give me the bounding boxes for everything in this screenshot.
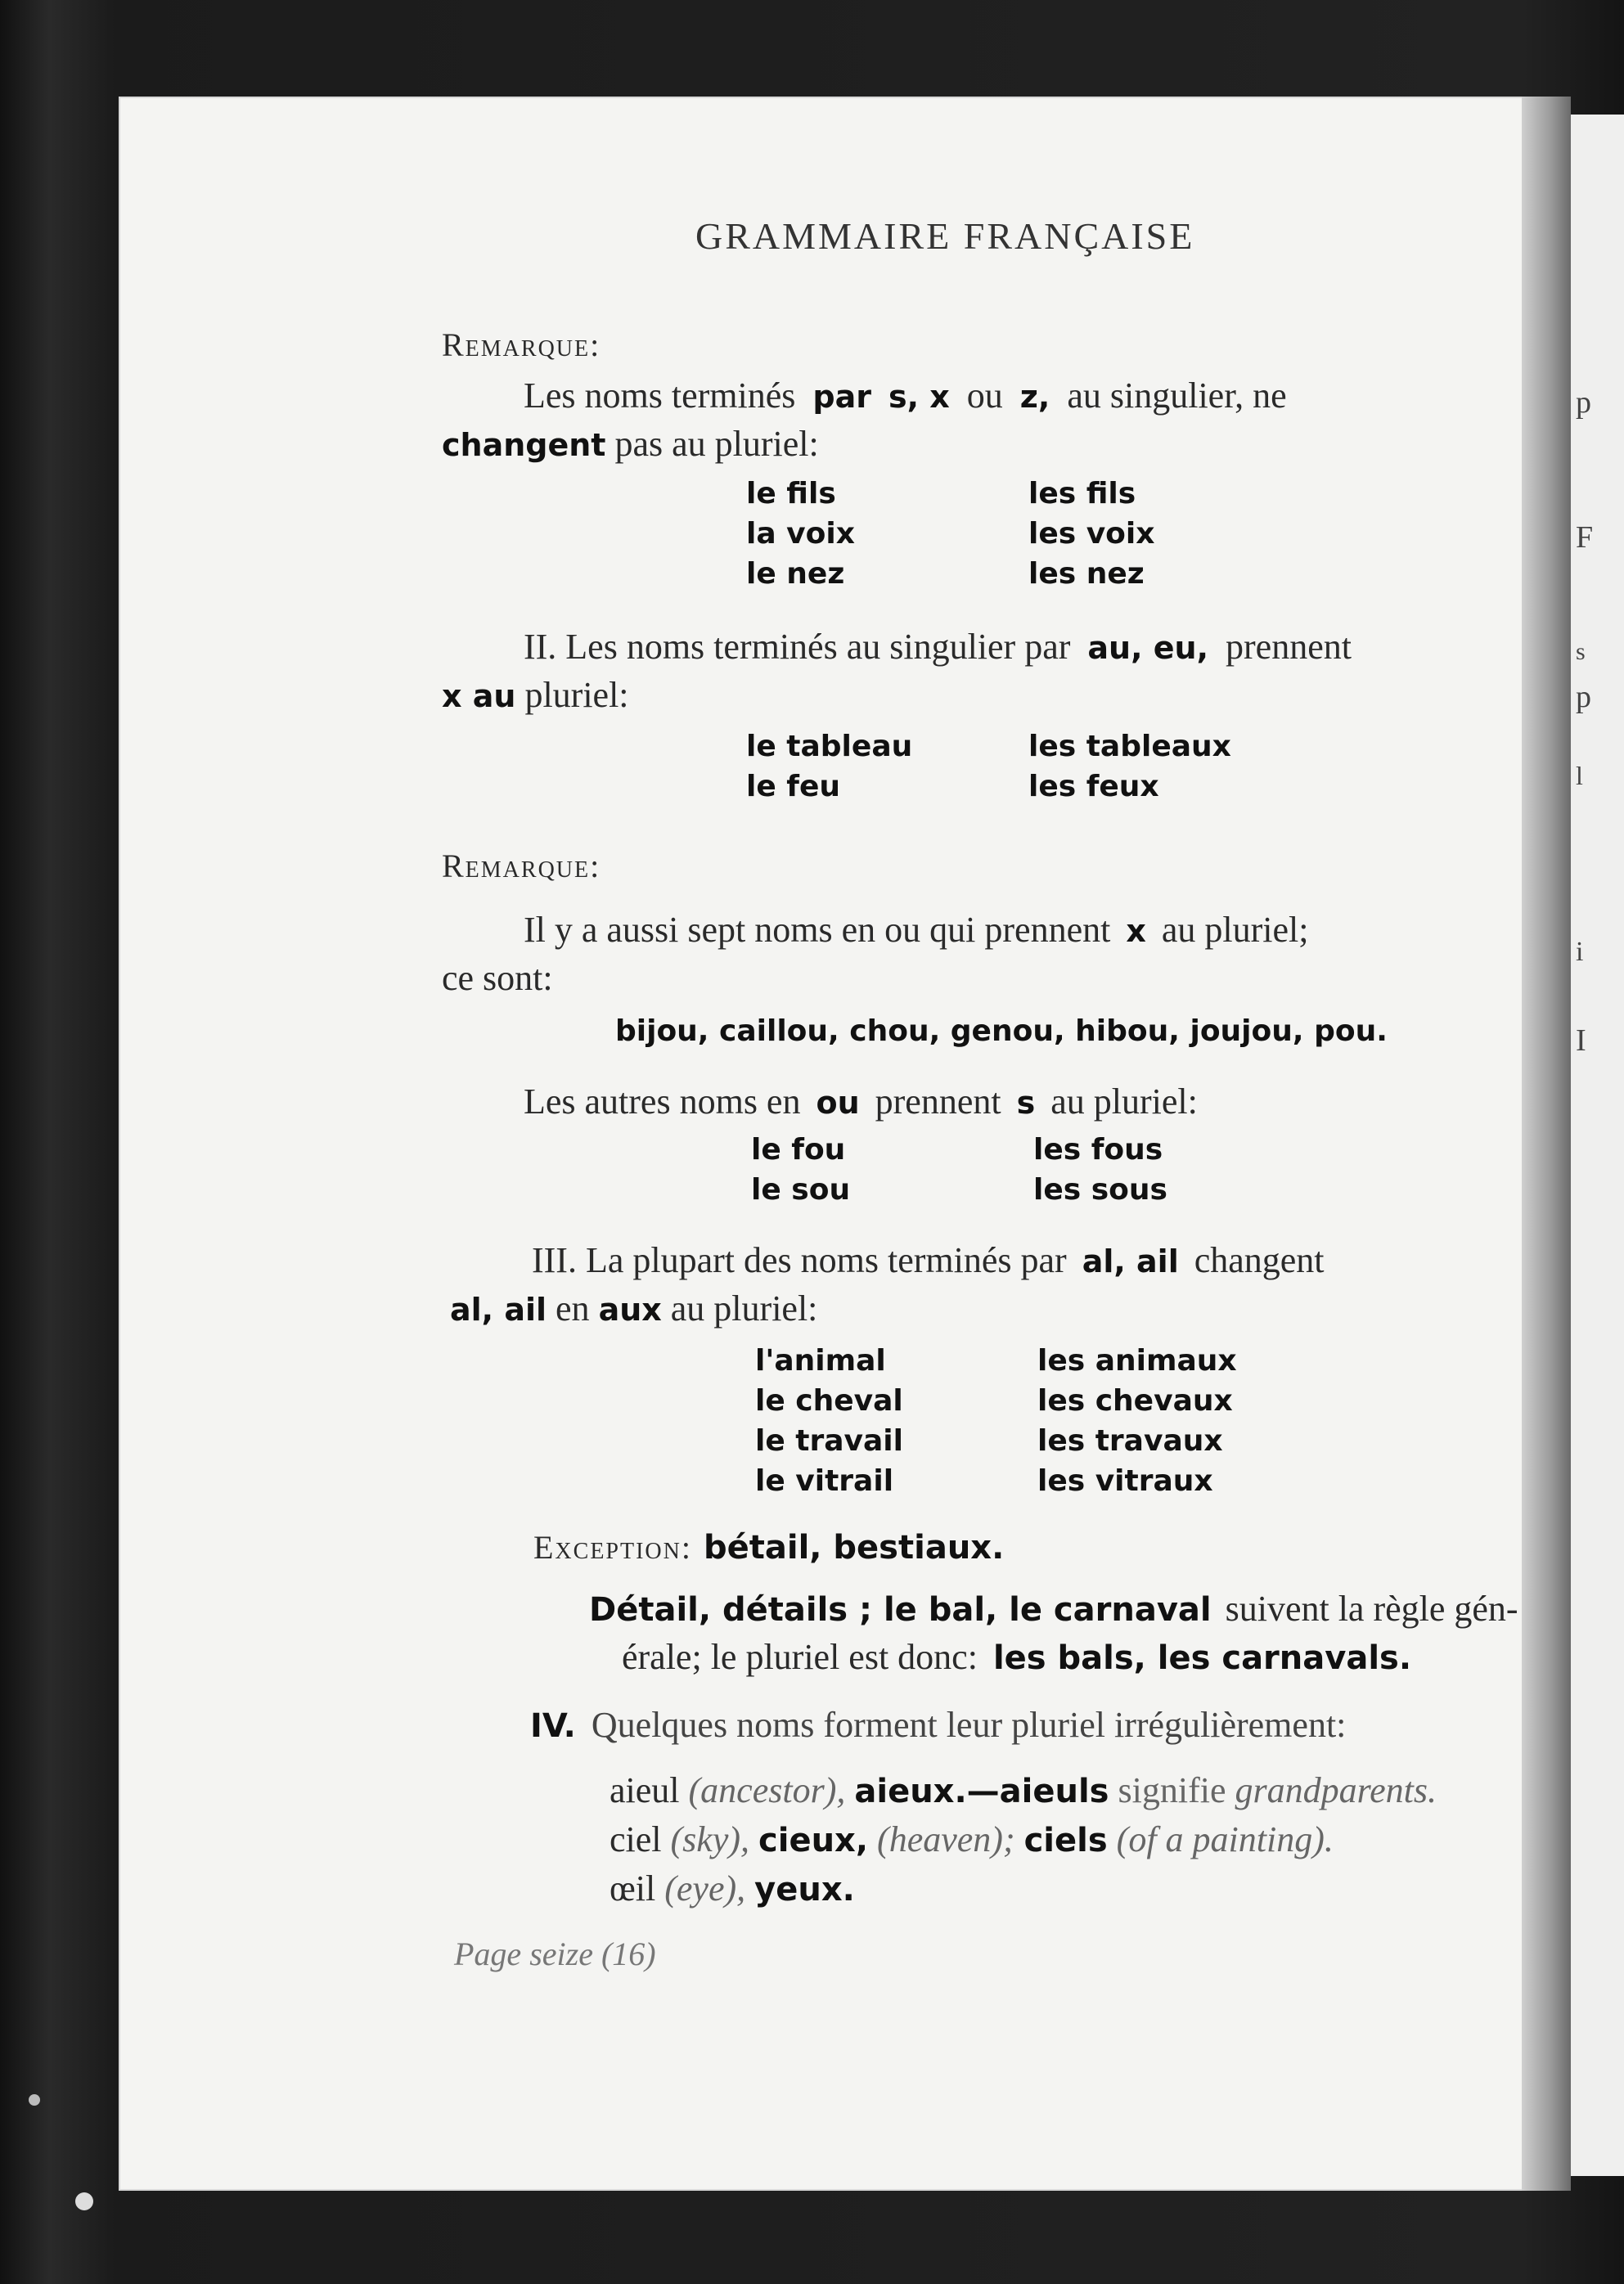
text-bold: par [812, 379, 871, 415]
plural: les chevaux [1037, 1384, 1233, 1418]
text: érale; le pluriel est donc: [622, 1637, 978, 1677]
section4-heading-line [530, 1702, 1346, 1750]
plural: les vitraux [1037, 1464, 1213, 1498]
example-row [755, 1464, 1262, 1504]
example-table [746, 477, 1237, 597]
dust-speck [29, 2094, 40, 2106]
text: Les autres noms en [524, 1081, 801, 1122]
text-bold: les bals, les carnavals. [992, 1639, 1412, 1677]
text-bold: al, ail [450, 1292, 547, 1328]
adjacent-fragment: s [1576, 638, 1586, 665]
text: au pluriel; [1161, 910, 1309, 950]
text: Il y a aussi sept noms en ou qui prennent [524, 910, 1111, 950]
example-row [755, 1424, 1262, 1464]
text-bold: s, x [888, 379, 950, 415]
text-bold: Détail, détails ; le bal, le carnaval [589, 1591, 1212, 1629]
example-row [746, 730, 1237, 770]
text: II. Les noms terminés au singulier par [524, 627, 1071, 667]
text-bold: cieux, [758, 1822, 869, 1859]
text-bold: au, eu, [1087, 630, 1209, 666]
text: ou [966, 375, 1003, 416]
example-table [751, 1133, 1242, 1213]
adjacent-fragment: p [1576, 385, 1591, 420]
text: Les noms terminés [524, 375, 796, 416]
adjacent-page-edge [1571, 115, 1624, 2176]
remark1-paragraph [442, 372, 1514, 469]
singular: le nez [746, 557, 845, 591]
text-italic: (eye), [664, 1868, 746, 1909]
text: pluriel: [524, 675, 629, 715]
adjacent-fragment: I [1576, 1023, 1586, 1058]
text: au singulier, ne [1067, 375, 1287, 416]
exception-line [533, 1528, 1004, 1567]
text-bold: z, [1019, 379, 1050, 415]
text: suivent la règle gén- [1225, 1589, 1518, 1629]
example-row [746, 477, 1237, 517]
text-bold: aieux.—aieuls [854, 1773, 1109, 1810]
text: en [556, 1288, 590, 1329]
text: changent [1194, 1240, 1325, 1280]
section3-paragraph [450, 1237, 1522, 1333]
ou-noun-list: bijou, caillou, chou, genou, hibou, joujou, pou. [615, 1014, 1388, 1048]
singular: le vitrail [755, 1464, 894, 1498]
singular: le sou [751, 1173, 851, 1207]
example-row [746, 557, 1237, 597]
text: prennent [875, 1081, 1001, 1122]
section2-paragraph [442, 623, 1514, 720]
plural: les sous [1033, 1173, 1167, 1207]
example-row [755, 1384, 1262, 1424]
text: au pluriel: [670, 1288, 818, 1329]
text-bold: bétail, bestiaux. [704, 1529, 1005, 1567]
text-bold: s [1016, 1085, 1036, 1121]
page-gutter-shadow [1522, 97, 1571, 2191]
adjacent-fragment: i [1576, 937, 1584, 967]
irregular-plural-lines [610, 1767, 1526, 1914]
example-table [755, 1344, 1262, 1504]
text-italic: grandparents. [1235, 1770, 1437, 1810]
text-italic: (ancestor), [688, 1770, 846, 1810]
example-table [746, 730, 1237, 810]
adjacent-fragment: l [1576, 761, 1583, 790]
adjacent-fragment: p [1576, 680, 1591, 714]
singular: le cheval [755, 1384, 903, 1418]
plural: les nez [1028, 557, 1145, 591]
singular: l'animal [755, 1344, 886, 1378]
exception-label: Exception: [533, 1529, 692, 1566]
text: œil [610, 1868, 656, 1909]
singular: le travail [755, 1424, 903, 1458]
text: au pluriel: [1050, 1081, 1198, 1122]
remark-label: Remarque: [442, 848, 601, 884]
example-row [755, 1344, 1262, 1384]
text: aieul [610, 1770, 680, 1810]
text: pas au pluriel: [614, 424, 819, 464]
remark2-paragraph [442, 906, 1514, 1002]
text-bold: changent [442, 427, 606, 463]
text: ciel [610, 1819, 662, 1859]
singular: le fou [751, 1133, 846, 1167]
plural: les voix [1028, 517, 1155, 551]
singular: le tableau [746, 730, 913, 763]
text-bold: ou [816, 1085, 860, 1121]
detail-paragraph [589, 1585, 1522, 1682]
running-head: GRAMMAIRE FRANÇAISE [695, 215, 1195, 257]
dust-speck [75, 2192, 93, 2210]
text: signifie [1118, 1770, 1226, 1810]
other-ou-nouns-paragraph [524, 1078, 1198, 1126]
text-italic: (sky), [670, 1819, 750, 1859]
text-italic: (of a painting). [1116, 1819, 1334, 1859]
plural: les tableaux [1028, 730, 1231, 763]
plural: les animaux [1037, 1344, 1237, 1378]
text-bold: x au [442, 678, 516, 714]
singular: le fils [746, 477, 836, 510]
plural: les travaux [1037, 1424, 1223, 1458]
section-number: IV. [530, 1707, 576, 1745]
text-bold: al, ail [1082, 1243, 1179, 1279]
text: III. La plupart des noms terminés par [532, 1240, 1067, 1280]
remark-label: Remarque: [442, 326, 601, 363]
text-bold: yeux. [754, 1871, 855, 1909]
example-row [746, 770, 1237, 810]
plural: les fous [1033, 1133, 1163, 1167]
singular: la voix [746, 517, 855, 551]
plural: les feux [1028, 770, 1159, 803]
text: Quelques noms forment leur pluriel irrégulièrement: [591, 1705, 1347, 1745]
example-row [746, 517, 1237, 557]
example-row [751, 1133, 1242, 1173]
page-footer: Page seize (16) [454, 1936, 656, 1972]
singular: le feu [746, 770, 840, 803]
example-row [751, 1173, 1242, 1213]
text-bold: ciels [1023, 1822, 1108, 1859]
text: prennent [1226, 627, 1352, 667]
text: ce sont: [442, 958, 553, 998]
adjacent-fragment: F [1576, 520, 1594, 555]
plural: les fils [1028, 477, 1136, 510]
text-bold: x [1126, 913, 1146, 949]
text-italic: (heaven); [877, 1819, 1015, 1859]
text-bold: aux [598, 1292, 662, 1328]
